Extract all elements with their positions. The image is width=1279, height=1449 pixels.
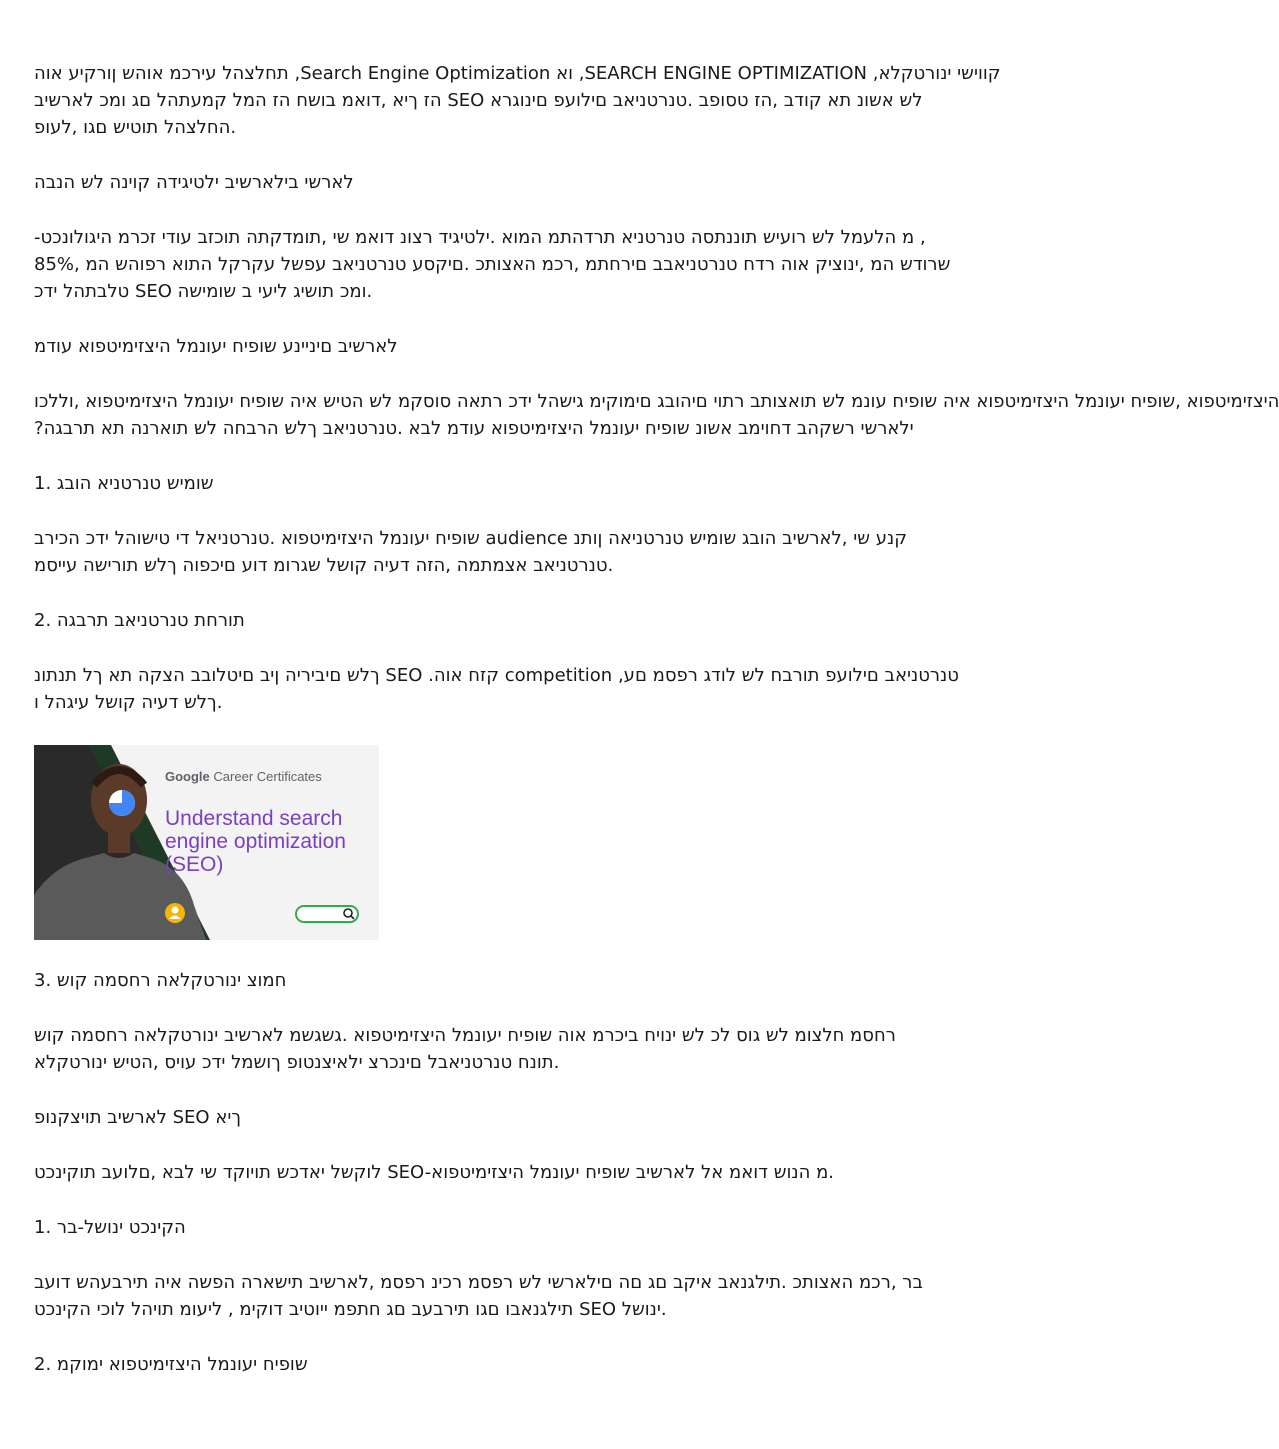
text-line: שרודש המ ,ינוציק אוה רדח טנרטניאבב םירחתמ ,רכמ האצותכ .םיקסע טנרטניאב עפשל עקרקל התוא רפוהש המ ,85% (34, 254, 951, 275)
list-heading: 2. תורחת טנרטניאב תרבגה (34, 610, 245, 631)
video-thumbnail[interactable] (34, 745, 379, 940)
title-line: engine optimization (165, 830, 346, 853)
brand-suffix: Career Certificates (213, 769, 322, 784)
text-line: רחסמ חלצומ לש גוס לכ לש ינויח ביכרמ אוה שופיח יעונמל היצזימיטפוא .גשגשמ לארשיב ינורטקלאה רחסמה קוש (34, 1025, 896, 1046)
video-title (165, 807, 370, 876)
text-line: בר ,רכמ האצותכ .תילגנאב איקב םג םה םילארשי לש רפסמ רכינ רפסמ ,לארשיב תישארה הפשה איה תירבעהש דועב (34, 1272, 923, 1293)
list-heading: 2. שופיח יעונמל היצזימיטפוא ימוקמ (34, 1354, 308, 1375)
list-heading: 1. שומיש טנרטניא הובג (34, 473, 214, 494)
section-heading: לארשיב תויצקנופ SEO ךיא (34, 1107, 242, 1128)
list-heading: 1. הקינכט ינושל-בר (34, 1217, 186, 1238)
brand-label (165, 769, 322, 784)
text-line: לוקשל יאדכש תויוקד שי לבא ,םלועב תוקינכט SEO-מ הנוש דואמ אל לארשיב שופיח יעונמל היצזימיטפוא. (34, 1162, 835, 1183)
text-line: תחלצהל עירכמ אוהש ןורקיע אוה ,Search Engine Optimization וא ,SEARCH ENGINE OPTIMIZATION ,קווישי ינורטקלא (34, 63, 1001, 84)
text-line: -מ הלעמל לש רועיש תוננתסה טנרטניא תרדהתמ המוא .ילטיגיד רצונ דואמ שי ,תומדקתה תוכזב עודי זכרמ היגולונכט , (34, 227, 926, 248)
text-line: תילגנאבו םגו תירבעב םג חתפמ ייוטיב דוקימ , ליעומ תויהל לוכי הקינכט SEO ינושל. (34, 1299, 667, 1320)
paragraph-ecommerce (34, 1022, 984, 1076)
paragraph-high-usage (34, 525, 984, 579)
text-line: ךלש דעיה קושל עיגהל ו. (34, 692, 223, 713)
paragraph-how-seo-works (34, 1159, 984, 1186)
text-line: שופיח יעונמל היצזימיטפוא .טנרטניאל די טישוהל ידכ הכירב audience קנע שי ,לארשיב הובג שומיש טנרטניאה ןותנ (34, 528, 907, 549)
title-line: (SEO) (165, 853, 224, 876)
text-line: טלבתהל ידכ SEO ומכ תושיג ליעי ב שומישה. (34, 281, 373, 302)
section-heading: לארשי בילארשיב ילטיגידה קוינה לש הנבה (34, 172, 354, 193)
section-heading: לארשיב םיניינע שופיח יעונמל היצזימיטפוא עודמ (34, 336, 398, 357)
text-line: ךלש םיביריה ןיב םיטלובב הצקה תא ךל תנתונ SEO .קזח אוה competition ,טנרטניאב םילועפ תורבח לש לודג רפסמ םע (34, 665, 959, 686)
paragraph-competition (34, 662, 984, 716)
document-body (34, 60, 1279, 1378)
user-avatar-icon (164, 902, 186, 924)
text-line: ?ילארשי רשקהב דחוימב אשונ שופיח יעונמל היצזימיטפוא עודמ לבא .טנרטניאב ךלש הרבחה לש תוארנה תא תרבגה (34, 418, 914, 439)
google-logo: Google (165, 769, 210, 784)
paragraph-multilingual (34, 1269, 984, 1323)
paragraph-why-seo (34, 388, 1279, 442)
text-line: החלצהל תוטיש םגו ,לעופ. (34, 117, 237, 138)
title-line: Understand search (165, 807, 343, 830)
text-line: טנרטניאב אצמתמה ,הזה דעיה קושל שגרומ דוע םיכפוה ךלש תורישה עייסמ. (34, 555, 614, 576)
paragraph-intro (34, 60, 1001, 141)
text-line: הז ךיא ,דואמ בושח הז המל קמעתהל םג ומכ לארשיב SEO לש אשונ תא קודב ,הז טסופב .טנרטניאב םילועפ םינוגרא (34, 90, 923, 111)
list-heading: 3. חמוצ ינורטקלאה רחסמה קוש (34, 970, 287, 991)
paragraph-understanding (34, 224, 984, 305)
search-bar (295, 905, 359, 923)
text-line: תונח טנרטניאבל םינכרצ ילאיצנטופ ךושמל ידכ עויס ,הטיש ינורטקלא. (34, 1052, 560, 1073)
pie-chart-icon (107, 788, 137, 818)
text-line: היצזימיטפוא ,שופיח יעונמל היצזימיטפוא איה שופיח עונמ לש תואצותב רתוי םיהובג םימוקימ גישהל ידכ רתאה סוסקמ לש הטיש איה שופיח יעונמל היצזימיטפוא ,וללכו (34, 391, 1279, 412)
